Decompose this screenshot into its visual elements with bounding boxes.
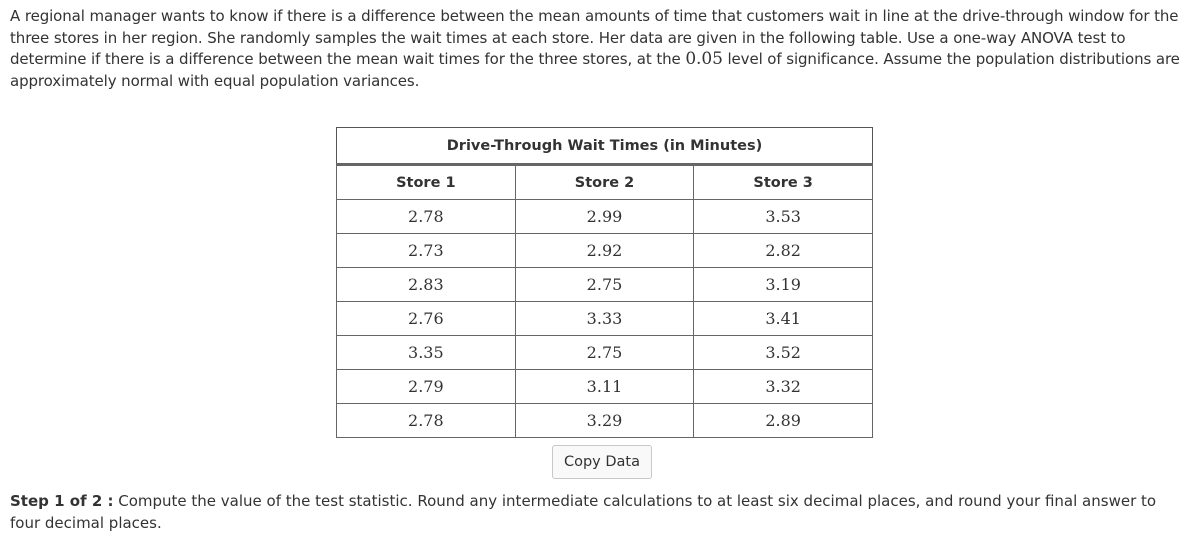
step-label: Step 1 of 2 : — [10, 492, 114, 510]
significance-level: 0.05 — [685, 49, 723, 69]
table-cell: 3.41 — [694, 302, 873, 336]
table-row — [337, 234, 873, 268]
table-cell: 3.52 — [694, 336, 873, 370]
table-cell: 3.11 — [515, 370, 694, 404]
table-row — [337, 336, 873, 370]
step-instruction — [10, 491, 1190, 534]
table-cell: 3.32 — [694, 370, 873, 404]
table-cell: 3.35 — [337, 336, 516, 370]
step-text: Compute the value of the test statistic. Round any intermediate calculations to at least six decimal places, and round your final answer to four decimal places. — [10, 492, 1157, 532]
table-cell: 2.89 — [694, 404, 873, 438]
column-header-store-1: Store 1 — [337, 165, 516, 200]
table-cell: 3.53 — [694, 200, 873, 234]
table-cell: 2.79 — [337, 370, 516, 404]
problem-text-after: level of significance. Assume the population distributions are approximately normal with equal population variances. — [10, 50, 1180, 90]
wait-times-table — [336, 127, 873, 438]
table-cell: 2.76 — [337, 302, 516, 336]
table-cell: 3.29 — [515, 404, 694, 438]
table-row — [337, 370, 873, 404]
table-cell: 2.99 — [515, 200, 694, 234]
table-cell: 3.19 — [694, 268, 873, 302]
table-cell: 2.92 — [515, 234, 694, 268]
copy-data-button[interactable]: Copy Data — [552, 445, 652, 479]
table-cell: 2.78 — [337, 200, 516, 234]
table-title: Drive-Through Wait Times (in Minutes) — [337, 128, 873, 165]
problem-text-before: A regional manager wants to know if there is a difference between the mean amounts of time that customers wait in line at the drive-through window for the three stores in her region. She randomly samples the wait times at each store. Her data are given in the following table. Use a one-way ANOVA test to determine if there is a difference between the mean wait times for the three stores, at the — [10, 7, 1179, 68]
table-cell: 2.82 — [694, 234, 873, 268]
table-cell: 3.33 — [515, 302, 694, 336]
table-row — [337, 404, 873, 438]
table-row — [337, 200, 873, 234]
table-cell: 2.75 — [515, 336, 694, 370]
table-cell: 2.83 — [337, 268, 516, 302]
column-header-store-2: Store 2 — [515, 165, 694, 200]
column-header-store-3: Store 3 — [694, 165, 873, 200]
table-cell: 2.78 — [337, 404, 516, 438]
table-row — [337, 302, 873, 336]
table-cell: 2.75 — [515, 268, 694, 302]
problem-statement — [10, 6, 1196, 92]
table-row — [337, 268, 873, 302]
table-cell: 2.73 — [337, 234, 516, 268]
